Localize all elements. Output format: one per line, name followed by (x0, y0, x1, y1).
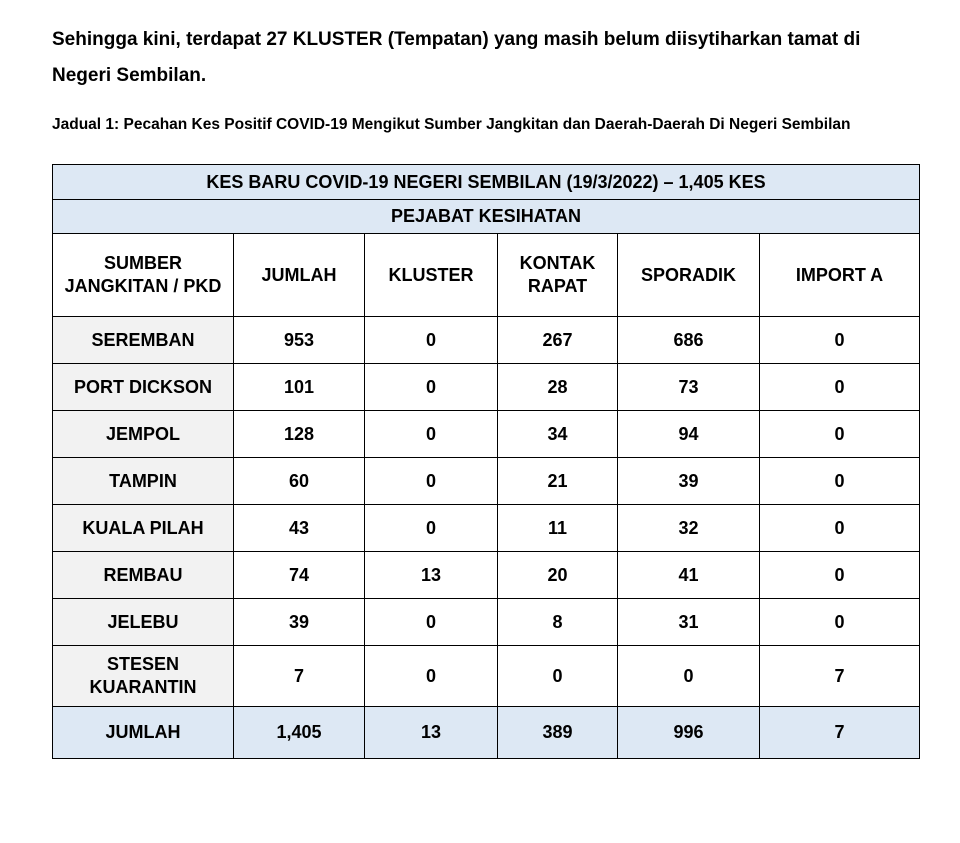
table-row (53, 646, 920, 707)
cell-jumlah: 953 (234, 317, 365, 364)
table-row (53, 599, 920, 646)
cell-import: 0 (760, 364, 920, 411)
cell-kluster: 0 (365, 599, 498, 646)
cell-kontak-rapat: 28 (498, 364, 618, 411)
table-row (53, 411, 920, 458)
cell-kontak-rapat: 8 (498, 599, 618, 646)
cell-kluster: 0 (365, 411, 498, 458)
cell-jumlah: 101 (234, 364, 365, 411)
cell-jumlah: 7 (234, 646, 365, 707)
cell-jumlah: 74 (234, 552, 365, 599)
cell-import: 0 (760, 411, 920, 458)
header-kontak-rapat: KONTAK RAPAT (498, 234, 618, 317)
cell-sporadik: 39 (618, 458, 760, 505)
table-row (53, 552, 920, 599)
header-source: SUMBER JANGKITAN / PKD (53, 234, 234, 317)
cell-import: 7 (760, 646, 920, 707)
table-title: KES BARU COVID-19 NEGERI SEMBILAN (19/3/2022) – 1,405 KES (53, 165, 920, 200)
cell-kluster: 0 (365, 505, 498, 552)
table-row (53, 505, 920, 552)
cell-kontak-rapat: 0 (498, 646, 618, 707)
cell-import: 0 (760, 599, 920, 646)
district-name: STESEN KUARANTIN (53, 646, 234, 707)
cell-sporadik: 41 (618, 552, 760, 599)
cell-import: 0 (760, 317, 920, 364)
district-name: TAMPIN (53, 458, 234, 505)
cell-jumlah: 128 (234, 411, 365, 458)
cell-jumlah: 43 (234, 505, 365, 552)
cell-sporadik: 0 (618, 646, 760, 707)
cell-kontak-rapat: 267 (498, 317, 618, 364)
table-row (53, 317, 920, 364)
district-name: REMBAU (53, 552, 234, 599)
cell-import: 0 (760, 552, 920, 599)
total-jumlah: 1,405 (234, 707, 365, 759)
cell-kontak-rapat: 20 (498, 552, 618, 599)
district-name: SEREMBAN (53, 317, 234, 364)
district-name: KUALA PILAH (53, 505, 234, 552)
cell-kluster: 13 (365, 552, 498, 599)
header-sporadik: SPORADIK (618, 234, 760, 317)
table-row (53, 364, 920, 411)
total-label: JUMLAH (53, 707, 234, 759)
cell-kluster: 0 (365, 458, 498, 505)
cell-sporadik: 686 (618, 317, 760, 364)
table-caption: Jadual 1: Pecahan Kes Positif COVID-19 Mengikut Sumber Jangkitan dan Daerah-Daerah Di Negeri Sembilan (52, 116, 851, 133)
cell-kontak-rapat: 11 (498, 505, 618, 552)
cell-jumlah: 39 (234, 599, 365, 646)
table-subtitle: PEJABAT KESIHATAN (53, 200, 920, 234)
header-row (53, 234, 920, 317)
header-import: IMPORT A (760, 234, 920, 317)
cell-kontak-rapat: 34 (498, 411, 618, 458)
cell-kluster: 0 (365, 317, 498, 364)
total-import: 7 (760, 707, 920, 759)
header-kluster: KLUSTER (365, 234, 498, 317)
district-name: JEMPOL (53, 411, 234, 458)
cell-sporadik: 94 (618, 411, 760, 458)
total-row (53, 707, 920, 759)
cell-jumlah: 60 (234, 458, 365, 505)
cell-sporadik: 32 (618, 505, 760, 552)
cell-import: 0 (760, 458, 920, 505)
table-row (53, 458, 920, 505)
cases-table (52, 164, 920, 759)
cell-kluster: 0 (365, 364, 498, 411)
total-sporadik: 996 (618, 707, 760, 759)
total-kontak-rapat: 389 (498, 707, 618, 759)
total-kluster: 13 (365, 707, 498, 759)
cell-kluster: 0 (365, 646, 498, 707)
cell-sporadik: 73 (618, 364, 760, 411)
cell-sporadik: 31 (618, 599, 760, 646)
cell-import: 0 (760, 505, 920, 552)
district-name: JELEBU (53, 599, 234, 646)
intro-text: Sehingga kini, terdapat 27 KLUSTER (Tempatan) yang masih belum diisytiharkan tamat di Negeri Sembilan. (52, 29, 861, 86)
cell-kontak-rapat: 21 (498, 458, 618, 505)
district-name: PORT DICKSON (53, 364, 234, 411)
header-jumlah: JUMLAH (234, 234, 365, 317)
